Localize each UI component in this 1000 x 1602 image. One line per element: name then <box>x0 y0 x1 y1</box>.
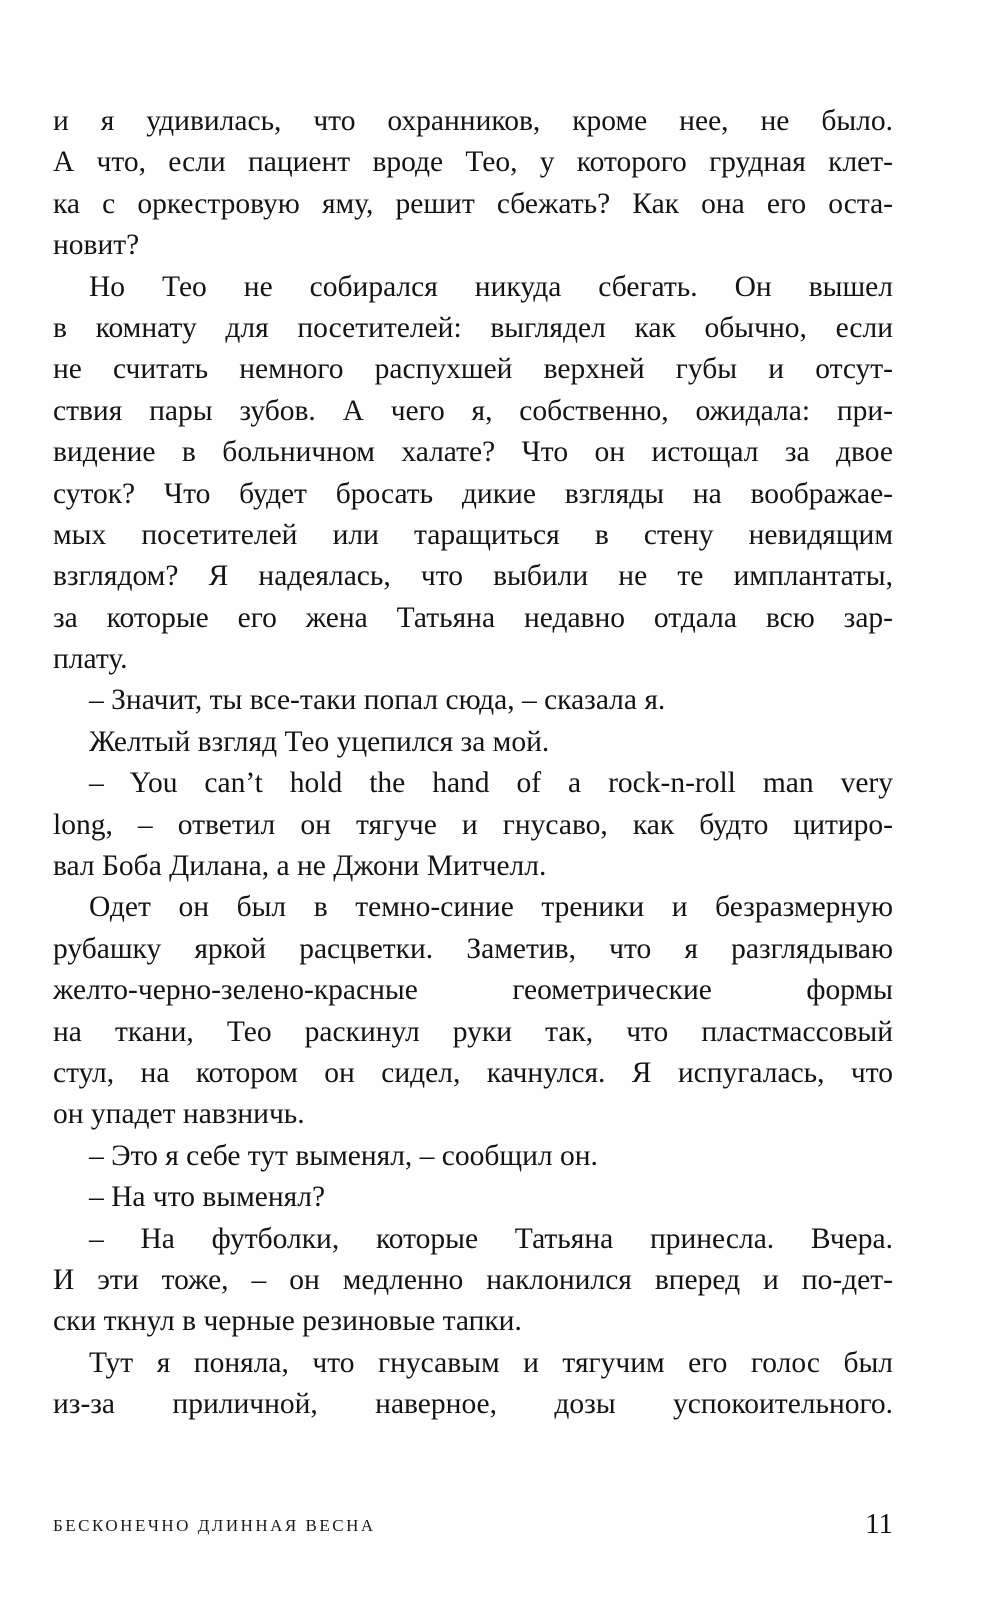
text-line: он упадет навзничь. <box>53 1098 305 1131</box>
page-footer <box>53 1508 893 1548</box>
text-line: за которые его жена Татьяна недавно отдала всю зар- <box>53 601 893 634</box>
text-line: не считать немного распухшей верхней губы и отсут- <box>53 353 893 386</box>
text-line: стул, на котором он сидел, качнулся. Я испугалась, что <box>53 1056 893 1089</box>
text-line: – Значит, ты все-таки попал сюда, – сказала я. <box>89 684 666 717</box>
text-line: Но Тео не собирался никуда сбегать. Он вышел <box>89 270 893 303</box>
text-line: ствия пары зубов. А чего я, собственно, ожидала: при- <box>53 394 893 427</box>
text-line: – Это я себе тут выменял, – сообщил он. <box>89 1139 598 1172</box>
text-line: – На что выменял? <box>89 1181 326 1214</box>
text-line: взглядом? Я надеялась, что выбили не те имплантаты, <box>53 560 893 593</box>
text-line: long, – ответил он тягуче и гнусаво, как будто цитиро- <box>53 808 893 841</box>
text-line: ка с оркестровую яму, решит сбежать? Как она его оста- <box>53 187 893 220</box>
text-line: вал Боба Дилана, а не Джони Митчелл. <box>53 850 547 883</box>
body-text <box>53 101 893 1426</box>
text-line: желто-черно-зелено-красные геометрические формы <box>53 974 893 1007</box>
text-line: – You can’t hold the hand of a rock-n-roll man very <box>89 767 893 800</box>
text-line: мых посетителей или таращиться в стену невидящим <box>53 518 893 551</box>
text-line: И эти тоже, – он медленно наклонился вперед и по-дет- <box>53 1263 893 1296</box>
text-line: – На футболки, которые Татьяна принесла. Вчера. <box>89 1222 893 1255</box>
text-line: новит? <box>53 229 140 262</box>
page-number: 11 <box>865 1508 893 1540</box>
text-line: рубашку яркой расцветки. Заметив, что я разглядываю <box>53 932 893 965</box>
text-line: и я удивилась, что охранников, кроме нее, не было. <box>53 105 893 137</box>
text-line: А что, если пациент вроде Тео, у которого грудная клет- <box>53 146 893 179</box>
text-line: плату. <box>53 643 128 676</box>
running-title: БЕСКОНЕЧНО ДЛИННАЯ ВЕСНА <box>53 1516 376 1535</box>
text-line: из-за приличной, наверное, дозы успокоительного. <box>53 1388 893 1421</box>
text-line: видение в больничном халате? Что он истощал за двое <box>53 436 893 469</box>
text-line: Одет он был в темно-синие треники и безразмерную <box>89 891 893 924</box>
text-line: суток? Что будет бросать дикие взгляды на воображае- <box>53 477 893 510</box>
text-line: в комнату для посетителей: выглядел как обычно, если <box>53 311 893 344</box>
text-line: Желтый взгляд Тео уцепился за мой. <box>89 725 550 758</box>
text-line: ски ткнул в черные резиновые тапки. <box>53 1305 522 1338</box>
text-line: Тут я поняла, что гнусавым и тягучим его голос был <box>89 1346 893 1379</box>
text-line: на ткани, Тео раскинул руки так, что пластмассовый <box>53 1015 893 1048</box>
